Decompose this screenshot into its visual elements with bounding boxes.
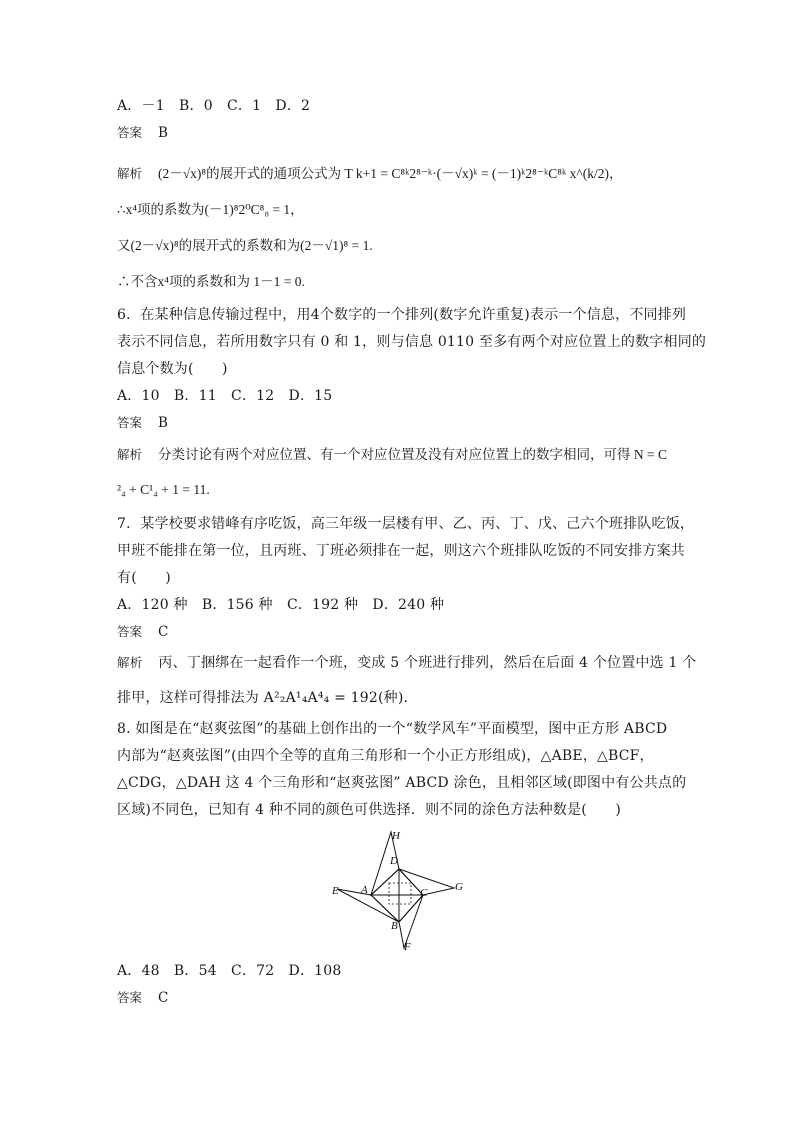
q6-stem-line2: 表示不同信息，若所用数字只有 0 和 1，则与信息 0110 至多有两个对应位置上的数字相同的 [117, 334, 707, 350]
q7-stem-line1: 7．某学校要求错峰有序吃饭，高三年级一层楼有甲、乙、丙、丁、戊、己六个班排队吃饭， [117, 516, 695, 532]
q8-stem-line4: 区域)不同色，已知有 4 种不同的颜色可供选择．则不同的涂色方法种数是( ) [117, 802, 621, 818]
q5-analysis-text1: (2－√x)⁸的展开式的通项公式为 T k+1 = C⁸ᵏ2⁸⁻ᵏ·(－√x)ᵏ = (－1)ᵏ2⁸⁻ᵏC⁸ᵏ x^(k/2)， [158, 166, 623, 181]
answer-label: 答案 [117, 990, 143, 1005]
analysis-label: 解析 [117, 655, 143, 670]
q6-stem-line1: 6．在某种信息传输过程中，用4个数字的一个排列(数字允许重复)表示一个信息，不同排列 [117, 307, 687, 323]
q7-stem-line3: 有( ) [117, 570, 171, 586]
q7-analysis-line1 [117, 653, 696, 673]
q5-analysis-line3: 又(2－√x)⁸的展开式的系数和为(2－√1)⁸ = 1. [117, 238, 373, 253]
label-c: C [420, 887, 428, 899]
label-g: G [455, 881, 463, 893]
analysis-label: 解析 [117, 447, 143, 462]
answer-label: 答案 [117, 415, 143, 430]
inner-square [389, 883, 411, 904]
label-b: B [391, 920, 398, 932]
q6-analysis-line2: ²₄ + C¹₄ + 1 = 11. [117, 482, 210, 497]
answer-value: B [158, 415, 168, 431]
q7-stem-line2: 甲班不能排在第一位，且丙班、丁班必须排在一起，则这六个班排队吃饭的不同安排方案共 [117, 543, 685, 559]
label-a: A [361, 884, 368, 896]
q8-stem-line1: 8. 如图是在“赵爽弦图”的基础上创作出的一个“数学风车”平面模型，图中正方形 ABCD [117, 721, 668, 737]
answer-value: B [158, 125, 168, 141]
q5-options: A．－1 B．0 C．1 D．2 [117, 98, 311, 114]
label-e: E [332, 885, 339, 897]
q5-answer-row [117, 123, 168, 143]
label-d: D [390, 855, 398, 867]
q8-answer-row [117, 988, 168, 1008]
q7-analysis-text1: 丙、丁捆绑在一起看作一个班，变成 5 个班进行排列，然后在后面 4 个位置中选 1 个 [158, 655, 697, 671]
answer-value: C [158, 624, 169, 640]
q8-stem-line2: 内部为“赵爽弦图”(由四个全等的直角三角形和一个小正方形组成)，△ABE，△BCF， [117, 748, 654, 764]
q5-analysis-line4: ∴不含x⁴项的系数和为 1－1 = 0. [117, 274, 305, 289]
q6-stem-line3: 信息个数为( ) [117, 361, 228, 377]
q5-analysis-line2: ∴x⁴项的系数为(－1)⁸2⁰C⁸₈ = 1， [117, 202, 304, 217]
answer-label: 答案 [117, 125, 143, 140]
q6-analysis-line1 [117, 445, 667, 465]
label-f: F [404, 941, 411, 953]
label-h: H [392, 830, 400, 842]
q6-answer-row [117, 413, 168, 433]
triangle-abe [337, 889, 399, 922]
q8-options: A．48 B．54 C．72 D．108 [117, 963, 342, 979]
analysis-label: 解析 [117, 166, 143, 181]
q7-options: A．120 种 B．156 种 C．192 种 D．240 种 [117, 597, 445, 613]
q6-options: A．10 B．11 C．12 D．15 [117, 388, 333, 404]
answer-label: 答案 [117, 624, 143, 639]
windmill-figure [328, 826, 468, 954]
q7-analysis-line2: 排甲，这样可得排法为 A²₂A¹₄A⁴₄ = 192(种)． [117, 690, 418, 706]
q8-stem-line3: △CDG，△DAH 这 4 个三角形和“赵爽弦图” ABCD 涂色，且相邻区域(即图中有公共点的 [117, 775, 687, 791]
q5-analysis-line1 [117, 164, 622, 184]
answer-value: C [158, 990, 169, 1006]
q6-analysis-text1: 分类讨论有两个对应位置、有一个对应位置及没有对应位置上的数字相同，可得 N = C [158, 447, 668, 462]
q7-answer-row [117, 622, 168, 642]
